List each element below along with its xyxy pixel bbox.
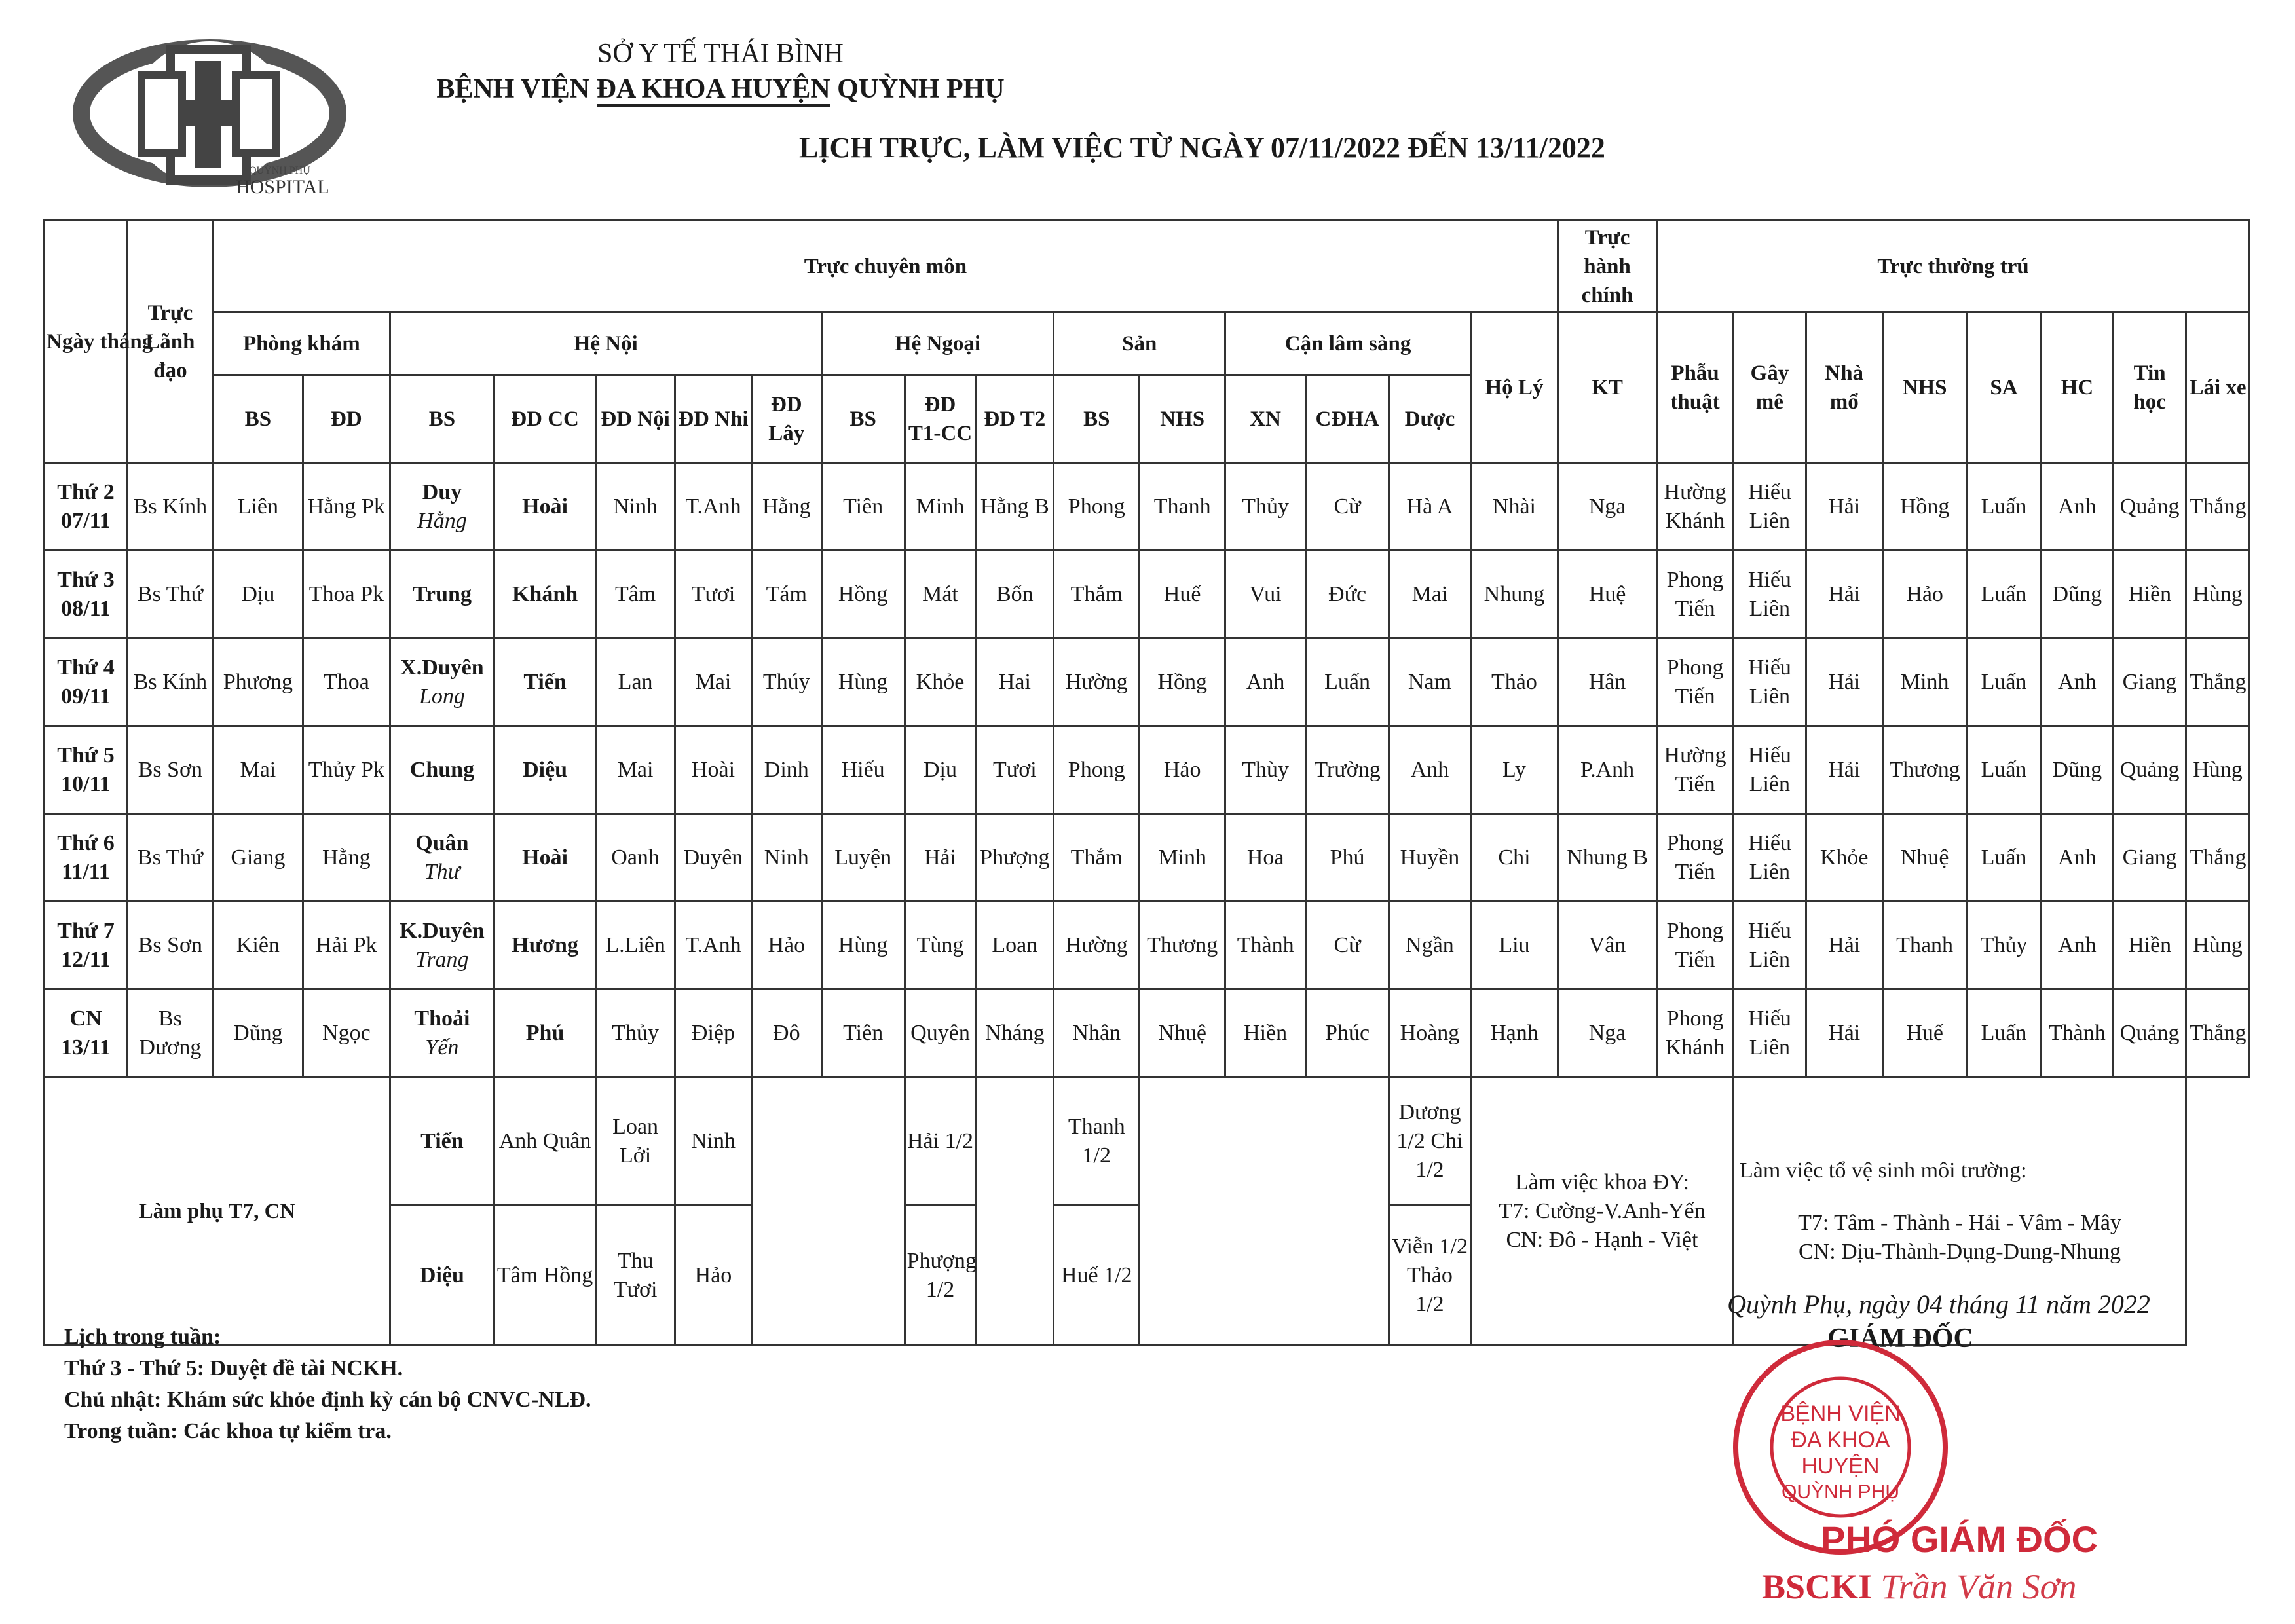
cell-ddlay: Dinh <box>751 726 821 814</box>
cell-san-bs: Thắm <box>1054 814 1140 902</box>
cell-cdha: Cừ <box>1306 463 1389 551</box>
cell-nm: Hải <box>1806 551 1882 638</box>
header-noi-bs: BS <box>390 375 494 463</box>
cell-gm: Hiếu Liên <box>1733 551 1806 638</box>
cell-ng-t2: Hằng B <box>976 463 1054 551</box>
header-internal: Hệ Nội <box>390 312 821 375</box>
weekend-ngt2-2: Phượng 1/2 <box>905 1206 976 1346</box>
cell-nhs: Thanh <box>1882 902 1967 989</box>
cell-lx: Thắng <box>2186 989 2250 1077</box>
cell-ng-t1: Mát <box>905 551 976 638</box>
cell-pt: Hường Tiến <box>1657 726 1734 814</box>
cell-pk-dd: Thủy Pk <box>303 726 390 814</box>
director-title: GIÁM ĐỐC <box>1827 1323 1973 1354</box>
cell-kt: P.Anh <box>1558 726 1657 814</box>
cell-nm: Hải <box>1806 638 1882 726</box>
cell-san-nhs: Hồng <box>1140 638 1225 726</box>
cell-hc: Dũng <box>2041 726 2114 814</box>
cell-ng-t1: Hải <box>905 814 976 902</box>
cell-nhs: Hảo <box>1882 551 1967 638</box>
cell-pt: Phong Tiến <box>1657 902 1734 989</box>
cell-holy: Liu <box>1470 902 1558 989</box>
cell-gm: Hiếu Liên <box>1733 989 1806 1077</box>
row-day: Thứ 7 12/11 <box>45 902 128 989</box>
cell-san-nhs: Nhuệ <box>1140 989 1225 1077</box>
cell-gm: Hiếu Liên <box>1733 814 1806 902</box>
cell-kt: Vân <box>1558 902 1657 989</box>
table-row <box>45 814 2250 902</box>
cell-nm: Hải <box>1806 726 1882 814</box>
signature-handwritten: Trần Văn Sơn <box>1880 1567 2077 1606</box>
cell-holy: Nhài <box>1470 463 1558 551</box>
cell-pk-bs: Giang <box>213 814 303 902</box>
cell-san-bs: Phong <box>1054 726 1140 814</box>
cell-san-bs: Phong <box>1054 463 1140 551</box>
cell-ng-t2: Phượng <box>976 814 1054 902</box>
row-leader: Bs Sơn <box>127 902 213 989</box>
cell-pt: Hường Khánh <box>1657 463 1734 551</box>
cell-pt: Phong Tiến <box>1657 551 1734 638</box>
header-operating-room: Nhà mổ <box>1806 312 1882 463</box>
table-row <box>45 989 2250 1077</box>
row-leader: Bs Thứ <box>127 551 213 638</box>
cell-th: Hiền <box>2114 551 2186 638</box>
cell-ddnoi: Tâm <box>596 551 675 638</box>
header-hc: HC <box>2041 312 2114 463</box>
cell-pk-dd: Ngọc <box>303 989 390 1077</box>
cell-nhs: Minh <box>1882 638 1967 726</box>
cell-ng-t2: Tươi <box>976 726 1054 814</box>
schedule-table <box>43 219 2250 1346</box>
cell-nm: Hải <box>1806 463 1882 551</box>
cell-nhs: Huế <box>1882 989 1967 1077</box>
cell-sa: Luấn <box>1967 989 2041 1077</box>
cell-nhs: Nhuệ <box>1882 814 1967 902</box>
header-it: Tin học <box>2114 312 2186 463</box>
cell-ddcc: Phú <box>494 989 596 1077</box>
weekend-ddnhi-2: Thu Tươi <box>596 1206 675 1346</box>
cell-ng-t1: Dịu <box>905 726 976 814</box>
cell-xn: Thủy <box>1225 463 1306 551</box>
cell-cdha: Phúc <box>1306 989 1389 1077</box>
cell-pk-dd: Thoa Pk <box>303 551 390 638</box>
cell-sa: Thủy <box>1967 902 2041 989</box>
cell-hc: Anh <box>2041 902 2114 989</box>
cell-th: Giang <box>2114 638 2186 726</box>
header-kt: KT <box>1558 312 1657 463</box>
cell-th: Giang <box>2114 814 2186 902</box>
table-row <box>45 463 2250 551</box>
row-leader: Bs Dương <box>127 989 213 1077</box>
svg-text:HUYỆN: HUYỆN <box>1801 1454 1880 1479</box>
cell-noi-bs: Chung <box>390 726 494 814</box>
cell-hc: Anh <box>2041 814 2114 902</box>
header-ngoai-ddt2: ĐD T2 <box>976 375 1054 463</box>
cell-th: Quảng <box>2114 989 2186 1077</box>
cell-kt: Nhung B <box>1558 814 1657 902</box>
cell-sa: Luấn <box>1967 551 2041 638</box>
cell-ng-t1: Tùng <box>905 902 976 989</box>
cell-noi-bs: Trung <box>390 551 494 638</box>
cell-ng-bs: Hiếu <box>821 726 905 814</box>
header-noi-ddnoi: ĐD Nội <box>596 375 675 463</box>
header-admin: Trực hành chính <box>1558 221 1657 312</box>
department-name: SỞ Y TẾ THÁI BÌNH <box>597 39 844 69</box>
cell-hc: Anh <box>2041 463 2114 551</box>
header-driver: Lái xe <box>2186 312 2250 463</box>
header-noi-ddlay: ĐD Lây <box>751 375 821 463</box>
row-day: Thứ 6 11/11 <box>45 814 128 902</box>
cell-pk-dd: Thoa <box>303 638 390 726</box>
cell-lx: Thắng <box>2186 463 2250 551</box>
row-day: Thứ 5 10/11 <box>45 726 128 814</box>
weekend-holy-1: Dương 1/2 Chi 1/2 <box>1389 1077 1471 1206</box>
weekend-empty-paraclinical <box>1140 1077 1389 1346</box>
cell-duoc: Hà A <box>1389 463 1471 551</box>
row-leader: Bs Kính <box>127 638 213 726</box>
hospital-logo <box>72 36 347 200</box>
cell-th: Hiền <box>2114 902 2186 989</box>
cell-san-nhs: Thương <box>1140 902 1225 989</box>
header-surgery: Hệ Ngoại <box>821 312 1054 375</box>
header-pk-dd: ĐD <box>303 375 390 463</box>
weekend-environment: Làm việc tổ vệ sinh môi trường: T7: Tâm - Thành - Hải - Vâm - Mây CN: Dịu-Thành-Dụng-Dung-Nhung <box>1733 1077 2186 1346</box>
cell-nm: Hải <box>1806 989 1882 1077</box>
cell-lx: Hùng <box>2186 726 2250 814</box>
table-row <box>45 638 2250 726</box>
cell-xn: Thùy <box>1225 726 1306 814</box>
cell-duoc: Anh <box>1389 726 1471 814</box>
cell-san-bs: Hường <box>1054 902 1140 989</box>
header-leader: Trực Lãnh đạo <box>127 221 213 463</box>
header-operation: Phẫu thuật <box>1657 312 1734 463</box>
cell-kt: Huệ <box>1558 551 1657 638</box>
weekend-label: Làm phụ T7, CN <box>45 1077 390 1346</box>
weekend-ddnoi-1: Anh Quân <box>494 1077 596 1206</box>
cell-ddnhi: Tươi <box>675 551 752 638</box>
cell-ddlay: Tám <box>751 551 821 638</box>
cell-noi-bs: K.Duyên Trang <box>390 902 494 989</box>
cell-ddnoi: Lan <box>596 638 675 726</box>
header-clinic: Phòng khám <box>213 312 390 375</box>
cell-xn: Thành <box>1225 902 1306 989</box>
row-day: Thứ 2 07/11 <box>45 463 128 551</box>
weekend-ddlay-1: Ninh <box>675 1077 752 1206</box>
cell-ng-bs: Tiên <box>821 463 905 551</box>
cell-kt: Hân <box>1558 638 1657 726</box>
cell-ng-t2: Hai <box>976 638 1054 726</box>
cell-ddcc: Hương <box>494 902 596 989</box>
header-noi-ddnhi: ĐD Nhi <box>675 375 752 463</box>
cell-xn: Anh <box>1225 638 1306 726</box>
logo-text-bottom: HOSPITAL <box>236 176 329 198</box>
svg-text:QUỲNH PHỤ: QUỲNH PHỤ <box>1781 1481 1900 1503</box>
table-row <box>45 726 2250 814</box>
cell-hc: Thành <box>2041 989 2114 1077</box>
cell-ddlay: Thúy <box>751 638 821 726</box>
header-ngoai-ddt1: ĐD T1-CC <box>905 375 976 463</box>
cell-gm: Hiếu Liên <box>1733 726 1806 814</box>
cell-pk-bs: Dũng <box>213 989 303 1077</box>
header-obstetrics: Sản <box>1054 312 1225 375</box>
cell-ddnoi: Ninh <box>596 463 675 551</box>
cell-ddnhi: T.Anh <box>675 463 752 551</box>
cell-pk-bs: Kiên <box>213 902 303 989</box>
cell-san-nhs: Hảo <box>1140 726 1225 814</box>
cell-ddnhi: Hoài <box>675 726 752 814</box>
cell-duoc: Mai <box>1389 551 1471 638</box>
cell-duoc: Hoàng <box>1389 989 1471 1077</box>
cell-pk-dd: Hằng Pk <box>303 463 390 551</box>
table-row <box>45 551 2250 638</box>
header-san-bs: BS <box>1054 375 1140 463</box>
weekend-traditional: Làm việc khoa ĐY: T7: Cường-V.Anh-Yến CN: Đô - Hạnh - Việt <box>1470 1077 1733 1346</box>
cell-noi-bs: X.Duyên Long <box>390 638 494 726</box>
header-noi-ddcc: ĐD CC <box>494 375 596 463</box>
cell-ddnoi: Mai <box>596 726 675 814</box>
cell-cdha: Trường <box>1306 726 1389 814</box>
cell-ng-t2: Nháng <box>976 989 1054 1077</box>
weekend-ddlay-2: Hảo <box>675 1206 752 1346</box>
row-day: Thứ 3 08/11 <box>45 551 128 638</box>
weekend-ddnhi-1: Loan Lởi <box>596 1077 675 1206</box>
row-leader: Bs Kính <box>127 463 213 551</box>
cell-ddlay: Hảo <box>751 902 821 989</box>
weekly-notes <box>64 1321 981 1447</box>
cell-ng-t1: Minh <box>905 463 976 551</box>
weekend-empty-sanbs <box>976 1077 1054 1346</box>
cell-cdha: Đức <box>1306 551 1389 638</box>
note-1: Thứ 3 - Thứ 5: Duyệt đề tài NCKH. <box>64 1356 403 1380</box>
cell-ddcc: Hoài <box>494 814 596 902</box>
cell-nm: Khỏe <box>1806 814 1882 902</box>
cell-ddlay: Hằng <box>751 463 821 551</box>
cell-pt: Phong Tiến <box>1657 638 1734 726</box>
cell-cdha: Phú <box>1306 814 1389 902</box>
cell-gm: Hiếu Liên <box>1733 902 1806 989</box>
cell-xn: Vui <box>1225 551 1306 638</box>
row-leader: Bs Thứ <box>127 814 213 902</box>
cell-hc: Anh <box>2041 638 2114 726</box>
header-resident: Trực thường trú <box>1657 221 2250 312</box>
row-day: Thứ 4 09/11 <box>45 638 128 726</box>
cell-xn: Hoa <box>1225 814 1306 902</box>
header-duoc: Dược <box>1389 375 1471 463</box>
header-pk-bs: BS <box>213 375 303 463</box>
svg-text:BỆNH VIỆN: BỆNH VIỆN <box>1780 1401 1901 1426</box>
cell-noi-bs: Quân Thư <box>390 814 494 902</box>
header-ngoai-bs: BS <box>821 375 905 463</box>
cell-cdha: Luấn <box>1306 638 1389 726</box>
svg-text:ĐA KHOA: ĐA KHOA <box>1791 1428 1890 1452</box>
weekend-ddnoi-2: Tâm Hồng <box>494 1206 596 1346</box>
cell-noi-bs: Thoải Yến <box>390 989 494 1077</box>
cell-ng-bs: Hùng <box>821 902 905 989</box>
header-professional: Trực chuyên môn <box>213 221 1558 312</box>
header-sa: SA <box>1967 312 2041 463</box>
cell-duoc: Nam <box>1389 638 1471 726</box>
cell-hc: Dũng <box>2041 551 2114 638</box>
cell-ddcc: Tiến <box>494 638 596 726</box>
header-date: Ngày tháng <box>45 221 128 463</box>
header-orderly: Hộ Lý <box>1470 312 1558 463</box>
cell-ng-t1: Khỏe <box>905 638 976 726</box>
cell-ddcc: Khánh <box>494 551 596 638</box>
cell-lx: Thắng <box>2186 814 2250 902</box>
cell-lx: Hùng <box>2186 551 2250 638</box>
cell-san-nhs: Minh <box>1140 814 1225 902</box>
cell-ng-t2: Bốn <box>976 551 1054 638</box>
cell-kt: Nga <box>1558 989 1657 1077</box>
date-line: Quỳnh Phụ, ngày 04 tháng 11 năm 2022 <box>1727 1289 2150 1319</box>
cell-pk-bs: Liên <box>213 463 303 551</box>
vice-director-title: PHÓ GIÁM ĐỐC <box>1821 1519 2099 1560</box>
cell-pk-bs: Mai <box>213 726 303 814</box>
cell-duoc: Huyền <box>1389 814 1471 902</box>
cell-ddnoi: Oanh <box>596 814 675 902</box>
cell-ng-bs: Hùng <box>821 638 905 726</box>
cell-ddlay: Ninh <box>751 814 821 902</box>
header-cdha: CĐHA <box>1306 375 1389 463</box>
weekend-ddcc-2: Diệu <box>390 1206 494 1346</box>
row-leader: Bs Sơn <box>127 726 213 814</box>
note-3: Trong tuần: Các khoa tự kiểm tra. <box>64 1419 392 1443</box>
cell-san-bs: Nhân <box>1054 989 1140 1077</box>
cell-ddnhi: Duyên <box>675 814 752 902</box>
cell-ng-bs: Hồng <box>821 551 905 638</box>
table-row <box>45 902 2250 989</box>
cell-lx: Thắng <box>2186 638 2250 726</box>
cell-san-nhs: Thanh <box>1140 463 1225 551</box>
cell-cdha: Cừ <box>1306 902 1389 989</box>
cell-sa: Luấn <box>1967 463 2041 551</box>
signer: BSCKI Trần Văn Sơn <box>1762 1567 2077 1606</box>
cell-san-nhs: Huế <box>1140 551 1225 638</box>
weekend-ddcc-1: Tiến <box>390 1077 494 1206</box>
cell-holy: Hạnh <box>1470 989 1558 1077</box>
cell-sa: Luấn <box>1967 726 2041 814</box>
cell-ng-t1: Quyên <box>905 989 976 1077</box>
row-day: CN 13/11 <box>45 989 128 1077</box>
cell-th: Quảng <box>2114 463 2186 551</box>
header-xn: XN <box>1225 375 1306 463</box>
cell-ddnhi: Mai <box>675 638 752 726</box>
logo-text-top: QUỲNH PHỤ <box>249 165 310 176</box>
cell-ddcc: Diệu <box>494 726 596 814</box>
header-nhs: NHS <box>1882 312 1967 463</box>
weekend-sannhs-2: Huế 1/2 <box>1054 1206 1140 1346</box>
cell-ddnhi: T.Anh <box>675 902 752 989</box>
cell-holy: Nhung <box>1470 551 1558 638</box>
cell-duoc: Ngần <box>1389 902 1471 989</box>
cell-lx: Hùng <box>2186 902 2250 989</box>
hospital-name: BỆNH VIỆN ĐA KHOA HUYỆN QUỲNH PHỤ <box>367 73 1074 105</box>
cell-th: Quảng <box>2114 726 2186 814</box>
cell-ddcc: Hoài <box>494 463 596 551</box>
cell-pk-bs: Phương <box>213 638 303 726</box>
cell-nhs: Hồng <box>1882 463 1967 551</box>
cell-holy: Chi <box>1470 814 1558 902</box>
cell-kt: Nga <box>1558 463 1657 551</box>
cell-pk-bs: Dịu <box>213 551 303 638</box>
weekend-empty-surgery <box>751 1077 905 1346</box>
weekend-sannhs-1: Thanh 1/2 <box>1054 1077 1140 1206</box>
cell-san-bs: Hường <box>1054 638 1140 726</box>
cell-sa: Luấn <box>1967 638 2041 726</box>
weekend-ngt2-1: Hải 1/2 <box>905 1077 976 1206</box>
weekend-holy-2: Viễn 1/2 Thảo 1/2 <box>1389 1206 1471 1346</box>
cell-ng-bs: Tiên <box>821 989 905 1077</box>
cell-san-bs: Thắm <box>1054 551 1140 638</box>
cell-holy: Thảo <box>1470 638 1558 726</box>
cell-ng-t2: Loan <box>976 902 1054 989</box>
cell-pk-dd: Hải Pk <box>303 902 390 989</box>
cell-nm: Hải <box>1806 902 1882 989</box>
cell-ddnhi: Điệp <box>675 989 752 1077</box>
note-2: Chủ nhật: Khám sức khỏe định kỳ cán bộ CNVC-NLĐ. <box>64 1388 591 1412</box>
cell-gm: Hiếu Liên <box>1733 638 1806 726</box>
cell-pt: Phong Tiến <box>1657 814 1734 902</box>
cell-pt: Phong Khánh <box>1657 989 1734 1077</box>
cell-ddlay: Đô <box>751 989 821 1077</box>
header-anesthesia: Gây mê <box>1733 312 1806 463</box>
cell-noi-bs: Duy Hằng <box>390 463 494 551</box>
schedule-title: LỊCH TRỰC, LÀM VIỆC TỪ NGÀY 07/11/2022 ĐẾN 13/11/2022 <box>799 132 1605 164</box>
cell-ddnoi: Thủy <box>596 989 675 1077</box>
header-paraclinical: Cận lâm sàng <box>1225 312 1471 375</box>
cell-sa: Luấn <box>1967 814 2041 902</box>
header-san-nhs: NHS <box>1140 375 1225 463</box>
cell-nhs: Thương <box>1882 726 1967 814</box>
cell-ddnoi: L.Liên <box>596 902 675 989</box>
cell-xn: Hiền <box>1225 989 1306 1077</box>
cell-ng-bs: Luyện <box>821 814 905 902</box>
cell-gm: Hiếu Liên <box>1733 463 1806 551</box>
cell-holy: Ly <box>1470 726 1558 814</box>
cell-pk-dd: Hằng <box>303 814 390 902</box>
notes-title: Lịch trong tuần: <box>64 1325 221 1349</box>
